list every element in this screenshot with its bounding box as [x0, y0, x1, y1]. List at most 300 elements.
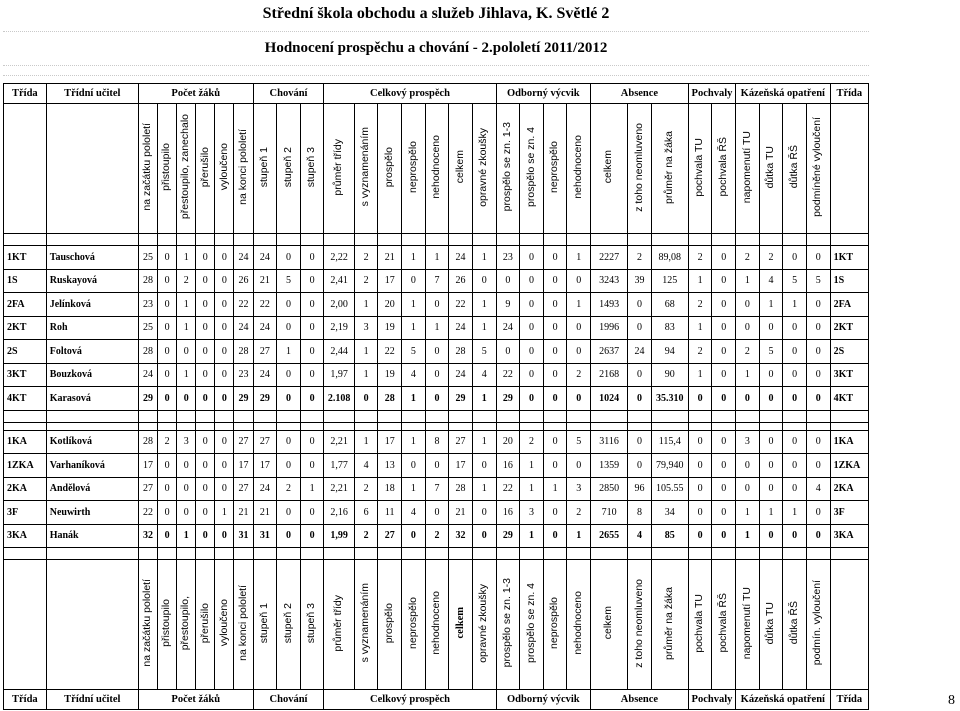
value-cell: 0 [300, 501, 324, 525]
value-cell: 1 [759, 501, 783, 525]
column-header-label: prospělo [382, 602, 395, 644]
empty-cell [628, 234, 652, 246]
value-cell: 0 [628, 293, 652, 317]
value-cell: 0 [402, 524, 426, 548]
column-header-label: důtka ŘŠ [787, 145, 800, 189]
value-cell: 0 [496, 340, 520, 364]
class-cell-right: 2S [830, 340, 868, 364]
value-cell: 2 [736, 246, 760, 270]
value-cell: 1 [354, 363, 378, 387]
value-cell: 0 [158, 316, 177, 340]
empty-cell [196, 234, 215, 246]
column-header-label: prospělo se zn. 1-3 [501, 578, 514, 668]
value-cell: 0 [196, 269, 215, 293]
value-cell: 0 [712, 430, 736, 454]
value-cell: 0 [300, 246, 324, 270]
value-cell: 0 [215, 454, 234, 478]
column-header [806, 560, 830, 690]
value-cell: 1 [425, 316, 449, 340]
empty-cell [591, 410, 628, 422]
value-cell: 1 [688, 363, 712, 387]
value-cell: 28 [138, 430, 157, 454]
column-header [378, 560, 402, 690]
group-header-row-bottom [4, 690, 869, 710]
value-cell: 0 [783, 524, 807, 548]
empty-cell [567, 422, 591, 430]
value-cell: 3116 [591, 430, 628, 454]
empty-cell [234, 422, 253, 430]
empty-cell [354, 422, 378, 430]
teacher-cell: Hanák [46, 524, 138, 548]
value-cell: 2 [759, 246, 783, 270]
value-cell: 96 [628, 477, 652, 501]
column-header [520, 560, 544, 690]
value-cell: 0 [158, 477, 177, 501]
col-group-celkovy-prospech: Celkový prospěch [324, 84, 496, 104]
column-header-label: podmíněné vyloučení [811, 117, 824, 217]
value-cell: 26 [449, 269, 473, 293]
class-cell: 2S [4, 340, 47, 364]
empty-cell [591, 234, 628, 246]
empty-cell [378, 548, 402, 560]
value-cell: 2,41 [324, 269, 354, 293]
class-cell: 3F [4, 501, 47, 525]
value-cell: 1 [402, 430, 426, 454]
value-cell: 1 [783, 293, 807, 317]
empty-cell [628, 422, 652, 430]
column-header [177, 560, 196, 690]
empty-cell [324, 548, 354, 560]
value-cell: 24 [234, 246, 253, 270]
column-header [354, 104, 378, 234]
value-cell: 0 [215, 430, 234, 454]
empty-cell [253, 422, 277, 430]
value-cell: 0 [759, 430, 783, 454]
value-cell: 2,16 [324, 501, 354, 525]
empty-cell [253, 234, 277, 246]
empty-cell [543, 234, 567, 246]
header-spacer [4, 560, 47, 690]
col-group-pocet-zaku-bottom: Počet žáků [138, 690, 253, 710]
teacher-cell: Jelínková [46, 293, 138, 317]
teacher-cell: Andělová [46, 477, 138, 501]
value-cell: 5 [472, 340, 496, 364]
value-cell: 0 [736, 454, 760, 478]
value-cell: 0 [543, 293, 567, 317]
value-cell: 0 [277, 454, 301, 478]
value-cell: 18 [378, 477, 402, 501]
empty-cell [472, 234, 496, 246]
value-cell: 1 [354, 430, 378, 454]
value-cell: 0 [196, 316, 215, 340]
column-header [300, 104, 324, 234]
column-header-label: přistoupilo [160, 599, 173, 647]
value-cell: 24 [449, 363, 473, 387]
class-cell-right: 1KT [830, 246, 868, 270]
value-cell: 0 [688, 477, 712, 501]
column-header [591, 104, 628, 234]
value-cell: 1 [472, 477, 496, 501]
column-header [324, 104, 354, 234]
teacher-cell: Bouzková [46, 363, 138, 387]
value-cell: 19 [378, 363, 402, 387]
class-cell: 2KT [4, 316, 47, 340]
teacher-cell: Neuwirth [46, 501, 138, 525]
table-row [4, 363, 869, 387]
value-cell: 0 [196, 501, 215, 525]
column-header [425, 560, 449, 690]
value-cell: 0 [196, 363, 215, 387]
value-cell: 0 [177, 501, 196, 525]
value-cell: 22 [378, 340, 402, 364]
column-header [783, 560, 807, 690]
column-header [736, 104, 760, 234]
teacher-cell: Varhaníková [46, 454, 138, 478]
column-header-label: neprospělo [406, 141, 419, 193]
column-header [783, 104, 807, 234]
value-cell: 0 [759, 454, 783, 478]
empty-cell [177, 548, 196, 560]
value-cell: 21 [253, 501, 277, 525]
column-header [449, 560, 473, 690]
value-cell: 0 [300, 524, 324, 548]
results-table [3, 83, 869, 710]
empty-cell [830, 234, 868, 246]
column-header-label: opravné zkoušky [477, 583, 490, 663]
value-cell: 0 [806, 246, 830, 270]
value-cell: 1 [277, 340, 301, 364]
value-cell: 125 [651, 269, 688, 293]
value-cell: 28 [449, 340, 473, 364]
column-header-label: průměr na žáka [663, 586, 676, 660]
value-cell: 32 [138, 524, 157, 548]
col-group-kazenska-opatreni-bottom: Kázeňská opatření [736, 690, 830, 710]
value-cell: 0 [806, 340, 830, 364]
value-cell: 24 [253, 477, 277, 501]
empty-cell [402, 234, 426, 246]
column-header-label: nehodnoceno [571, 591, 584, 655]
value-cell: 0 [712, 477, 736, 501]
col-group-celkovy-prospech-bottom: Celkový prospěch [324, 690, 496, 710]
value-cell: 1 [177, 363, 196, 387]
value-cell: 1 [472, 293, 496, 317]
value-cell: 7 [425, 269, 449, 293]
value-cell: 0 [215, 363, 234, 387]
column-header [688, 560, 712, 690]
value-cell: 0 [567, 387, 591, 411]
empty-cell [783, 410, 807, 422]
value-cell: 0 [806, 524, 830, 548]
value-cell: 3 [177, 430, 196, 454]
column-header-label: celkem [453, 150, 466, 184]
column-header [591, 560, 628, 690]
column-header [158, 560, 177, 690]
column-header-label: průměr na žáka [663, 130, 676, 204]
value-cell: 0 [688, 501, 712, 525]
empty-cell [300, 422, 324, 430]
value-cell: 1 [402, 316, 426, 340]
value-cell: 0 [300, 316, 324, 340]
value-cell: 17 [138, 454, 157, 478]
empty-cell [496, 548, 520, 560]
column-header-label: průměr třídy [332, 138, 345, 196]
teacher-cell: Karasová [46, 387, 138, 411]
value-cell: 2 [354, 524, 378, 548]
value-cell: 0 [300, 293, 324, 317]
value-cell: 0 [806, 293, 830, 317]
value-cell: 0 [300, 454, 324, 478]
column-header [378, 104, 402, 234]
spacer-row [4, 422, 869, 430]
value-cell: 0 [688, 454, 712, 478]
value-cell: 2 [567, 363, 591, 387]
value-cell: 21 [253, 269, 277, 293]
value-cell: 25 [138, 246, 157, 270]
table-row [4, 387, 869, 411]
table-row [4, 524, 869, 548]
column-header [402, 560, 426, 690]
empty-cell [402, 422, 426, 430]
value-cell: 0 [806, 363, 830, 387]
value-cell: 0 [628, 387, 652, 411]
value-cell: 22 [253, 293, 277, 317]
col-group-kazenska-opatreni: Kázeňská opatření [736, 84, 830, 104]
value-cell: 1 [402, 477, 426, 501]
class-cell-right: 1KA [830, 430, 868, 454]
col-group-chovani-bottom: Chování [253, 690, 324, 710]
value-cell: 1 [472, 387, 496, 411]
empty-cell [402, 410, 426, 422]
value-cell: 0 [736, 477, 760, 501]
value-cell: 0 [759, 387, 783, 411]
empty-cell [177, 410, 196, 422]
column-header [806, 104, 830, 234]
column-header [402, 104, 426, 234]
value-cell: 0 [520, 246, 544, 270]
value-cell: 1,97 [324, 363, 354, 387]
column-header [759, 104, 783, 234]
column-header-label: přerušilo [198, 602, 211, 644]
empty-cell [472, 422, 496, 430]
value-cell: 28 [234, 340, 253, 364]
header-spacer [46, 560, 138, 690]
empty-cell [215, 422, 234, 430]
value-cell: 1 [543, 477, 567, 501]
empty-cell [234, 548, 253, 560]
empty-cell [520, 548, 544, 560]
value-cell: 24 [628, 340, 652, 364]
column-header [628, 560, 652, 690]
value-cell: 29 [138, 387, 157, 411]
value-cell: 2 [354, 246, 378, 270]
empty-cell [783, 234, 807, 246]
value-cell: 2 [277, 477, 301, 501]
value-cell: 0 [712, 269, 736, 293]
value-cell: 0 [567, 269, 591, 293]
value-cell: 0 [158, 387, 177, 411]
value-cell: 1 [354, 340, 378, 364]
column-header-label: důtka TU [764, 601, 777, 645]
table-row [4, 340, 869, 364]
value-cell: 0 [215, 246, 234, 270]
value-cell: 27 [234, 477, 253, 501]
value-cell: 115,4 [651, 430, 688, 454]
empty-cell [496, 422, 520, 430]
value-cell: 0 [543, 524, 567, 548]
header-spacer [830, 104, 868, 234]
column-header [138, 104, 157, 234]
value-cell: 0 [783, 246, 807, 270]
value-cell: 1 [688, 269, 712, 293]
empty-cell [354, 410, 378, 422]
value-cell: 22 [138, 501, 157, 525]
value-cell: 0 [806, 387, 830, 411]
value-cell: 83 [651, 316, 688, 340]
empty-cell [158, 410, 177, 422]
empty-cell [4, 422, 47, 430]
column-header-label: podmín. vyloučení [811, 580, 824, 666]
value-cell: 1359 [591, 454, 628, 478]
column-header-row [4, 104, 869, 234]
empty-cell [496, 234, 520, 246]
value-cell: 16 [496, 454, 520, 478]
value-cell: 3 [736, 430, 760, 454]
value-cell: 22 [449, 293, 473, 317]
value-cell: 27 [138, 477, 157, 501]
column-header [651, 560, 688, 690]
value-cell: 2.108 [324, 387, 354, 411]
value-cell: 0 [712, 501, 736, 525]
value-cell: 0 [736, 293, 760, 317]
value-cell: 2,21 [324, 477, 354, 501]
empty-cell [158, 422, 177, 430]
class-cell: 1S [4, 269, 47, 293]
column-header-label: z toho neomluveno [632, 122, 645, 212]
column-header-label: celkem [602, 606, 615, 640]
value-cell: 2227 [591, 246, 628, 270]
value-cell: 20 [378, 293, 402, 317]
value-cell: 0 [806, 501, 830, 525]
value-cell: 1 [177, 524, 196, 548]
teacher-cell: Kotlíková [46, 430, 138, 454]
col-group-absence-bottom: Absence [591, 690, 689, 710]
value-cell: 0 [425, 454, 449, 478]
value-cell: 0 [196, 454, 215, 478]
col-group-trida-right: Třída [830, 84, 868, 104]
table-row [4, 246, 869, 270]
value-cell: 79,940 [651, 454, 688, 478]
class-cell-right: 1ZKA [830, 454, 868, 478]
empty-cell [591, 422, 628, 430]
value-cell: 0 [567, 316, 591, 340]
spacer-row [4, 234, 869, 246]
grid-line [3, 65, 869, 66]
column-header-label: stupeň 3 [305, 602, 318, 644]
value-cell: 35.310 [651, 387, 688, 411]
value-cell: 13 [378, 454, 402, 478]
empty-cell [425, 234, 449, 246]
column-header [759, 560, 783, 690]
value-cell: 1 [402, 246, 426, 270]
empty-cell [520, 422, 544, 430]
value-cell: 0 [736, 387, 760, 411]
value-cell: 3 [520, 501, 544, 525]
value-cell: 25 [138, 316, 157, 340]
empty-cell [591, 548, 628, 560]
value-cell: 24 [234, 316, 253, 340]
column-header-label: přestoupilo, zanechalo [179, 114, 192, 220]
value-cell: 105.55 [651, 477, 688, 501]
column-header-label: pochvala TU [693, 593, 706, 653]
value-cell: 0 [712, 454, 736, 478]
value-cell: 1996 [591, 316, 628, 340]
column-header-label: prospělo se zn. 1-3 [501, 122, 514, 212]
value-cell: 24 [253, 363, 277, 387]
school-title: Střední škola obchodu a služeb Jihlava, K. Světlé 2 [3, 5, 869, 23]
value-cell: 0 [196, 387, 215, 411]
value-cell: 0 [783, 430, 807, 454]
empty-cell [277, 410, 301, 422]
value-cell: 0 [277, 316, 301, 340]
empty-cell [472, 548, 496, 560]
class-cell: 3KA [4, 524, 47, 548]
value-cell: 1 [215, 501, 234, 525]
empty-cell [688, 422, 712, 430]
value-cell: 0 [196, 246, 215, 270]
column-header-label: celkem [602, 150, 615, 184]
value-cell: 0 [277, 293, 301, 317]
value-cell: 4 [472, 363, 496, 387]
value-cell: 28 [138, 340, 157, 364]
column-header-label: neprospělo [406, 597, 419, 649]
value-cell: 0 [567, 454, 591, 478]
column-header-label: na začátku pololetí [141, 579, 154, 667]
column-header [543, 560, 567, 690]
empty-cell [4, 410, 47, 422]
column-header-label: z toho neomluveno [632, 578, 645, 668]
value-cell: 0 [783, 363, 807, 387]
empty-cell [177, 234, 196, 246]
value-cell: 0 [196, 477, 215, 501]
column-header [277, 104, 301, 234]
value-cell: 24 [449, 316, 473, 340]
empty-cell [736, 234, 760, 246]
column-header-label: celkem [454, 607, 466, 639]
value-cell: 1 [472, 316, 496, 340]
value-cell: 2 [177, 269, 196, 293]
value-cell: 68 [651, 293, 688, 317]
value-cell: 27 [253, 340, 277, 364]
column-header [472, 560, 496, 690]
table-row [4, 454, 869, 478]
class-cell: 1ZKA [4, 454, 47, 478]
empty-cell [567, 548, 591, 560]
value-cell: 0 [783, 387, 807, 411]
class-cell-right: 2KT [830, 316, 868, 340]
column-header [543, 104, 567, 234]
value-cell: 26 [234, 269, 253, 293]
value-cell: 8 [628, 501, 652, 525]
value-cell: 4 [354, 454, 378, 478]
value-cell: 0 [567, 340, 591, 364]
empty-cell [277, 234, 301, 246]
column-header-label: na začátku pololetí [141, 123, 154, 211]
empty-cell [425, 548, 449, 560]
column-header [496, 104, 520, 234]
value-cell: 0 [543, 363, 567, 387]
empty-cell [567, 410, 591, 422]
value-cell: 0 [712, 363, 736, 387]
